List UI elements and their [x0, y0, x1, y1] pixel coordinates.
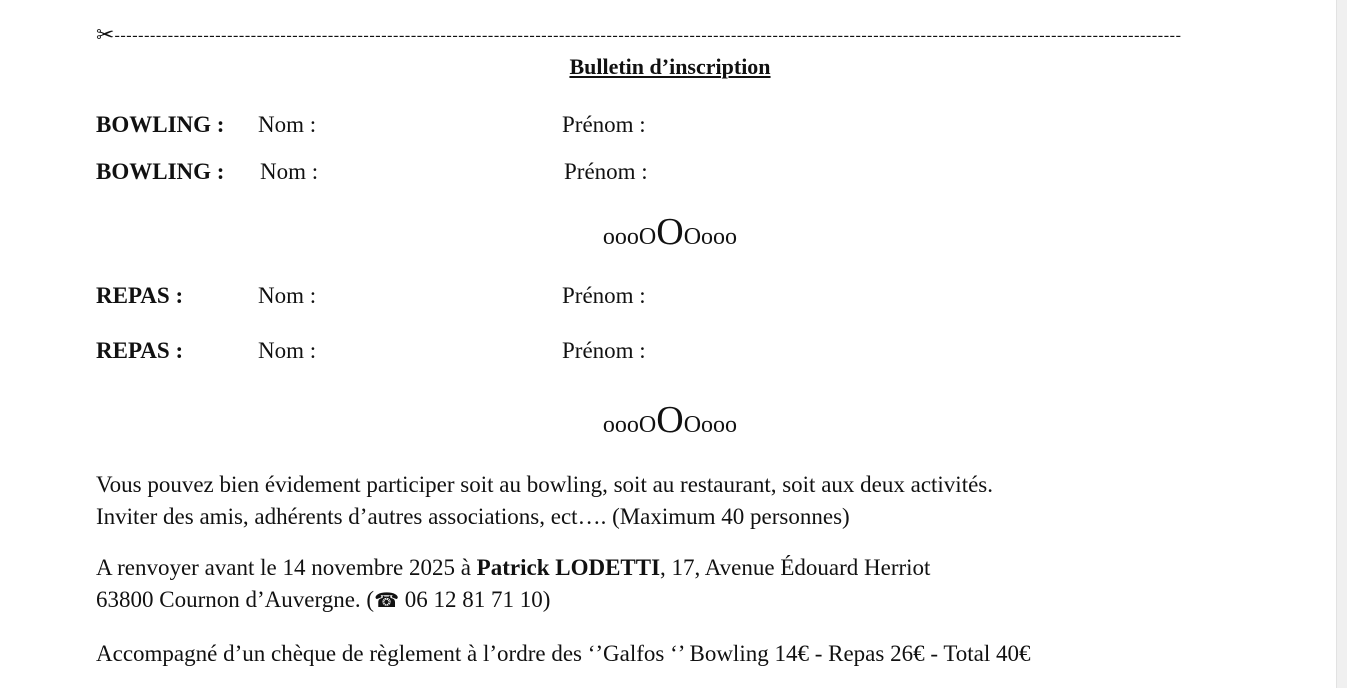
address-prefix: A renvoyer avant le 14 novembre 2025 à [96, 555, 477, 580]
repas-label: REPAS : [96, 283, 184, 308]
address-paragraph [96, 552, 930, 616]
ornament-right: Oooo [683, 412, 738, 438]
phone-icon: ☎ [374, 588, 400, 612]
prenom-label: Prénom : [562, 112, 646, 137]
prenom-label: Prénom : [562, 283, 646, 308]
address-line-2 [96, 584, 930, 616]
info-line-2: Inviter des amis, adhérents d’autres associations, ect…. (Maximum 40 personnes) [96, 504, 850, 529]
nom-label: Nom : [258, 283, 317, 308]
form-title: Bulletin d’inscription [569, 54, 771, 79]
nom-label: Nom : [260, 159, 319, 184]
payment-line: Accompagné d’un chèque de règlement à l’ordre des ‘’Galfos ‘’ Bowling 14€ - Repas 26€ - Total 40€ [96, 641, 1031, 666]
prenom-label: Prénom : [564, 159, 648, 184]
ornament-left: oooO [602, 412, 657, 438]
scissors-icon: ✂ [96, 23, 115, 48]
ornament-center: O [656, 211, 684, 253]
address-street: , 17, Avenue Édouard Herriot [660, 555, 931, 580]
address-city: 63800 Cournon d’Auvergne. ( [96, 587, 375, 612]
vertical-scrollbar[interactable] [1336, 0, 1347, 688]
info-paragraph [96, 469, 993, 533]
phone-number: 06 12 81 71 10) [399, 587, 551, 612]
ornament-left: oooO [602, 224, 657, 250]
cut-dashes: ------------------------------------------------------------------------------------------------------------------------------------------------------------------------------------ [114, 27, 1182, 44]
nom-label: Nom : [258, 338, 317, 363]
ornament-divider [0, 400, 1340, 445]
payment-paragraph [96, 638, 1031, 670]
prenom-label: Prénom : [562, 338, 646, 363]
info-line-1: Vous pouvez bien évidement participer soit au bowling, soit au restaurant, soit aux deux activités. [96, 472, 993, 497]
recipient-name: Patrick LODETTI [476, 555, 661, 580]
nom-label: Nom : [258, 112, 317, 137]
repas-label: REPAS : [96, 338, 184, 363]
address-line-1 [96, 552, 930, 584]
ornament-center: O [656, 399, 684, 441]
bowling-label: BOWLING : [96, 159, 225, 184]
ornament-divider [0, 212, 1340, 257]
bowling-label: BOWLING : [96, 112, 225, 137]
cut-line [96, 22, 1230, 50]
ornament-right: Oooo [683, 224, 738, 250]
